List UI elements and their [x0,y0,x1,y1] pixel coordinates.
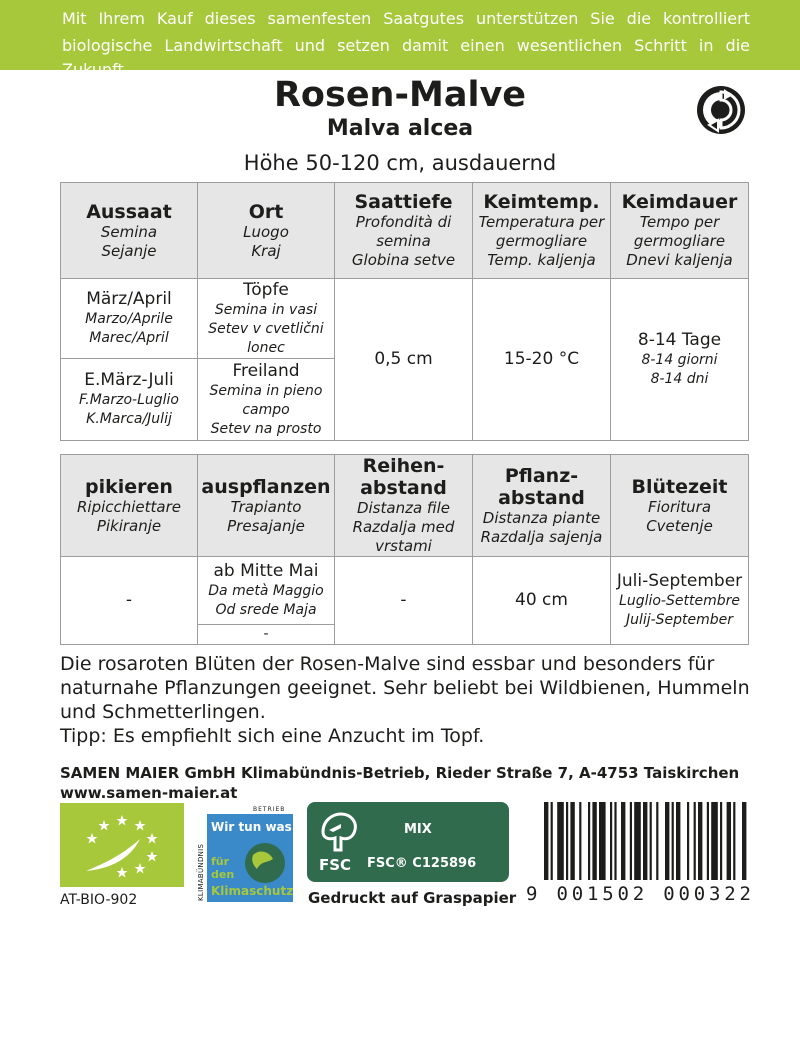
sowing-table [60,182,749,441]
header-keimdauer: Keimdauer Tempo per germogliare Dnevi kaljenja [611,183,749,279]
header-keimtemp: Keimtemp. Temperatura per germogliare Temp. kaljenja [473,183,611,279]
fsc-code: FSC® C125896 [367,856,477,871]
klima-text-1: Wir tun was [211,820,292,834]
klimabuendnis-logo-icon [195,803,295,903]
description-text: Die rosaroten Blüten der Rosen-Malve sind essbar und besonders für naturnahe Pflanzungen geeignet. Sehr beliebt bei Wildbienen, Hummeln und Schmetterlingen. [60,653,750,723]
header-reihenabstand: Reihen-abstand Distanza file Razdalja med vrstami [335,455,473,557]
barcode-bar [570,802,574,880]
barcode-bar [588,802,590,880]
barcode-bar [634,802,641,880]
fsc-label [307,802,509,882]
printed-on-text: Gedruckt auf Graspapier [308,889,517,907]
cell-saattiefe: 0,5 cm [335,279,473,441]
barcode-bar [599,802,606,880]
cell-ort-2: Freiland Semina in pieno campo Setev na prosto [198,359,335,441]
barcode-bar [711,802,718,880]
barcode-bar [630,802,632,880]
klima-text-3: den [211,868,235,881]
description [60,652,760,748]
barcode-icon [526,802,751,902]
barcode-bar [566,802,568,880]
latin-name: Malva alcea [326,116,474,141]
fsc-mix: MIX [404,822,432,837]
company-website: www.samen-maier.at [60,784,238,802]
header-bluetezeit: Blütezeit Fioritura Cvetenje [611,455,749,557]
cell-aussaat-1: März/April Marzo/Aprile Marec/April [61,279,198,359]
info-banner [0,0,800,79]
barcode-bar [656,802,658,880]
fsc-tree-icon [317,810,361,874]
cell-auspflanzen: ab Mitte Mai Da metà Maggio Od srede Maja [198,557,335,625]
organic-control-code: AT-BIO-902 [60,892,138,908]
header-aussaat: Aussaat Semina Sejanje [61,183,198,279]
header-pflanzabstand: Pflanz-abstand Distanza piante Razdalja sajenja [473,455,611,557]
barcode-bar [610,802,612,880]
barcode-bar [579,802,581,880]
product-title: Rosen-Malve [273,75,526,115]
barcode-bar [643,802,647,880]
cell-keimtemp: 15-20 °C [473,279,611,441]
barcode-bar [592,802,596,880]
height-info: Höhe 50-120 cm, ausdauernd [243,151,557,175]
barcode-bar [742,802,746,880]
barcode-bar [707,802,709,880]
cell-keimdauer: 8-14 Tage 8-14 giorni 8-14 dni [611,279,749,441]
fsc-wordmark: FSC [319,856,352,874]
barcode-bar [672,802,674,880]
banner-line-1: Mit Ihrem Kauf dieses samenfesten Saatgutes unterstützen Sie die kontrolliert [62,9,750,28]
company-info [60,763,780,803]
cell-bluetezeit: Juli-September Luglio-Settembre Julij-September [611,557,749,645]
barcode-bar [551,802,553,880]
cell-pikieren: - [61,557,198,645]
barcode-bar [614,802,616,880]
klima-text-4: Klimaschutz [211,884,294,898]
barcode-bar [720,802,722,880]
barcode-bar [694,802,696,880]
header-saattiefe: Saattiefe Profondità di semina Globina setve [335,183,473,279]
cell-reihenabstand: - [335,557,473,645]
barcode-bar [650,802,652,880]
cell-aussaat-2: E.März-Juli F.Marzo-Luglio K.Marca/Julij [61,359,198,441]
header-auspflanzen: auspflanzen Trapianto Presajanje [198,455,335,557]
barcode-bar [687,802,689,880]
klima-top-text: BETRIEB [253,806,286,813]
barcode-bar [544,802,548,880]
klima-text-2: für [211,855,230,868]
barcode-number: 9 001502 000322 [526,883,751,902]
cell-auspflanzen-2: - [198,625,335,645]
banner-line-2: biologische Landwirtschaft und setzen damit einen wesentlichen Schritt in die Zukunft. [62,36,750,79]
barcode-bar [733,802,735,880]
eu-organic-leaf-icon [60,803,184,887]
cell-pflanzabstand: 40 cm [473,557,611,645]
planting-table [60,454,749,645]
barcode-bar [676,802,680,880]
company-address: SAMEN MAIER GmbH Klimabündnis-Betrieb, Rieder Straße 7, A-4753 Taiskirchen [60,764,740,782]
barcode-bar [665,802,669,880]
klima-side-text: KLIMABÜNDNIS [197,843,205,901]
barcode-bar [557,802,564,880]
header-ort: Ort Luogo Kraj [198,183,335,279]
barcode-bar [727,802,731,880]
barcode-bar [698,802,702,880]
cell-ort-1: Töpfe Semina in vasi Setev v cvetlični lonec [198,279,335,359]
green-dot-recycle-icon [695,84,747,136]
description-tip: Tipp: Es empfiehlt sich eine Anzucht im Topf. [60,725,485,747]
barcode-bar [621,802,625,880]
header-pikieren: pikieren Ripicchiettare Pikiranje [61,455,198,557]
